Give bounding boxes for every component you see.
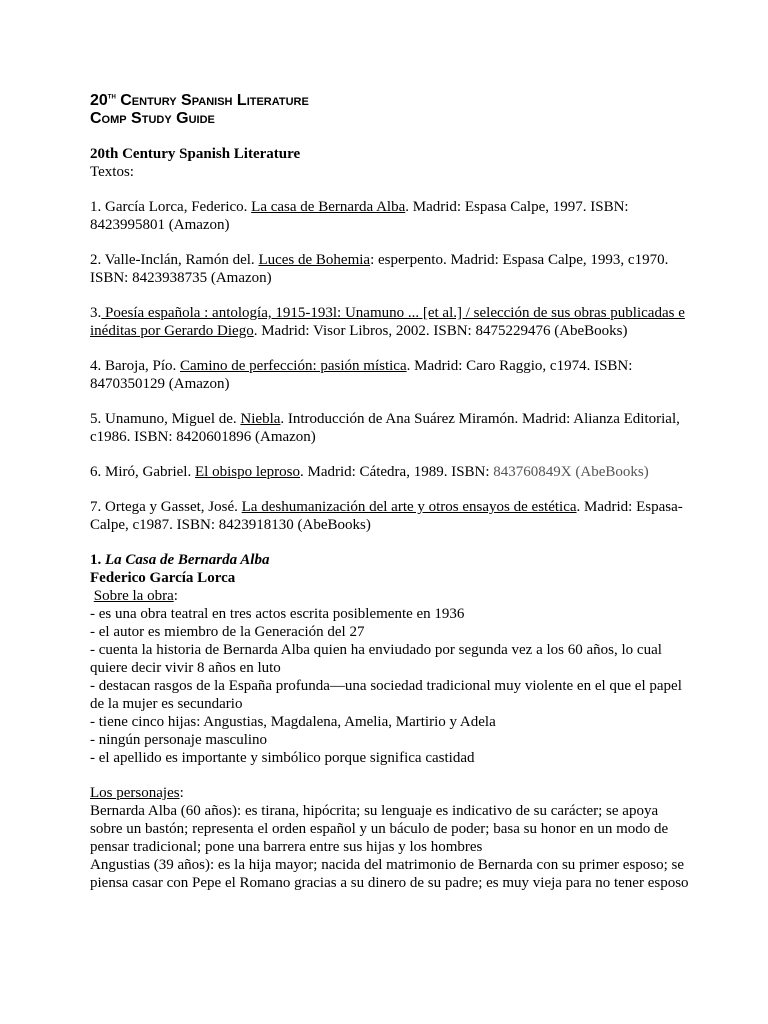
book-entry-4: 4. Baroja, Pío. Camino de perfección: pasión mística. Madrid: Caro Raggio, c1974. ISBN: 8470350129 (Amazon) — [90, 358, 633, 392]
document-page — [90, 92, 690, 892]
book-entry-5: 5. Unamuno, Miguel de. Niebla. Introducción de Ana Suárez Miramón. Madrid: Alianza Editorial, c1986. ISBN: 8420601896 (Amazon) — [90, 411, 680, 445]
book-entry-1: 1. García Lorca, Federico. La casa de Bernarda Alba. Madrid: Espasa Calpe, 1997. ISBN: 8423995801 (Amazon) — [90, 199, 629, 233]
book-entry-3: 3. Poesía española : antología, 1915-193l: Unamuno ... [et al.] / selección de sus obras publicadas e inéditas por Gerardo Diego. Madrid: Visor Libros, 2002. ISBN: 8475229476 (AbeBooks) — [90, 305, 685, 339]
book-entry-2: 2. Valle-Inclán, Ramón del. Luces de Bohemia: esperpento. Madrid: Espasa Calpe, 1993, c1970. ISBN: 8423938735 (Amazon) — [90, 252, 669, 286]
list-item: - el apellido es importante y simbólico porque significa castidad — [90, 750, 475, 766]
book-entry-7: 7. Ortega y Gasset, José. La deshumanización del arte y otros ensayos de estética. Madrid: Espasa-Calpe, c1987. ISBN: 8423918130 (AbeBooks) — [90, 499, 683, 533]
header-line-1 — [90, 92, 690, 110]
sobre-points — [90, 605, 690, 767]
textos-label: Textos: — [90, 164, 134, 180]
book-title: Luces de Bohemia — [258, 252, 371, 268]
header-number: 20 — [90, 92, 108, 109]
book-title: Niebla — [240, 411, 281, 427]
work-title: La Casa de Bernarda Alba — [105, 552, 270, 568]
book-title: Camino de perfección: pasión mística — [180, 358, 407, 374]
list-item: - el autor es miembro de la Generación del 27 — [90, 624, 365, 640]
list-item: Bernarda Alba (60 años): es tirana, hipócrita; su lenguaje es indicativo de su carácter; se apoya sobre un bastón; representa el orden español y un báculo de poder; basa su honor en un modo de pensar tradicional; pone una barrera entre sus hijas y los hombres — [90, 803, 669, 855]
list-item: - ningún personaje masculino — [90, 732, 268, 748]
book-title: La deshumanización del arte y otros ensayos de estética — [241, 499, 577, 515]
book-entry-6: 6. Miró, Gabriel. El obispo leproso. Madrid: Cátedra, 1989. ISBN: 843760849X (AbeBooks) — [90, 464, 649, 480]
personajes-heading: Los personajes: — [90, 785, 184, 801]
work-author: Federico García Lorca — [90, 570, 236, 586]
book-title: Poesía española : antología, 1915-193l: Unamuno ... [et al.] / selección de sus obras publicadas e inéditas por Gerardo Diego — [90, 305, 685, 339]
book-title: La casa de Bernarda Alba — [251, 199, 406, 215]
book-title: El obispo leproso — [194, 464, 300, 480]
character-list — [90, 802, 690, 892]
header-line-2: Comp Study Guide — [90, 110, 215, 127]
list-item: - destacan rasgos de la España profunda—una sociedad tradicional muy violente en el que el papel de la mujer es secundario — [90, 678, 682, 712]
list-item: - tiene cinco hijas: Angustias, Magdalena, Amelia, Martirio y Adela — [90, 714, 496, 730]
header-title: Century Spanish Literature — [115, 92, 309, 109]
sobre-label: Sobre la obra — [93, 588, 174, 604]
list-item: Angustias (39 años): es la hija mayor; nacida del matrimonio de Bernarda con su primer esposo; se piensa casar con Pepe el Romano gracias a su dinero de su padre; es muy vieja para no tener esposo — [90, 857, 689, 891]
list-item: - es una obra teatral en tres actos escrita posiblemente en 1936 — [90, 606, 465, 622]
personajes-label: Los personajes — [90, 785, 180, 801]
isbn-grey: 843760849X (AbeBooks) — [493, 464, 649, 480]
work-heading: 1. La Casa de Bernarda Alba — [90, 552, 270, 568]
list-item: - cuenta la historia de Bernarda Alba quien ha enviudado por segunda vez a los 60 años, lo cual quiere decir vivir 8 años en luto — [90, 642, 662, 676]
header-superscript: th — [107, 90, 116, 101]
sobre-heading: Sobre la obra: — [93, 588, 178, 604]
section-title: 20th Century Spanish Literature — [90, 146, 301, 162]
document-header — [90, 92, 690, 128]
